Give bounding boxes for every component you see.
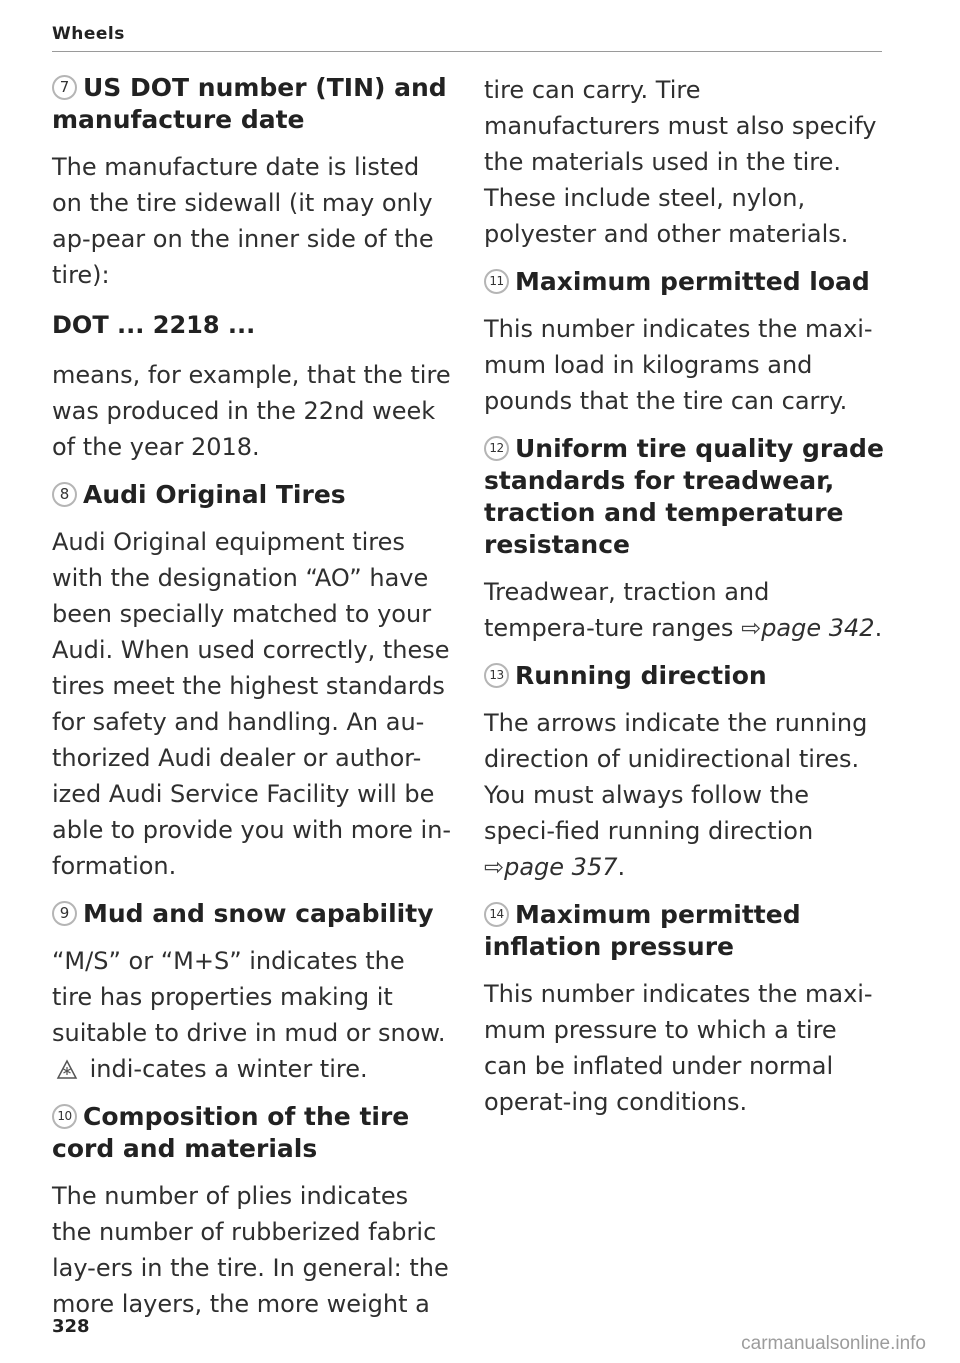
- page-reference-link[interactable]: page 342: [761, 614, 875, 642]
- arrow-right-icon: ⇨: [484, 853, 505, 881]
- section-7-paragraph-2: means, for example, that the tire was produced in the 22nd week of the year 2018.: [52, 361, 451, 461]
- section-number-badge: 8: [52, 482, 77, 507]
- arrow-right-icon: ⇨: [741, 614, 762, 642]
- section-13-text: The arrows indicate the running direction of unidirectional tires. You must always follow the speci-fied running direction: [484, 709, 868, 845]
- section-11-heading: [484, 266, 884, 298]
- section-7-title: US DOT number (TIN) and manufacture date: [52, 73, 447, 134]
- section-10-paragraph: The number of plies indicates the number of rubberized fabric lay-ers in the tire. In general: the more layers, the more weight a: [52, 1182, 449, 1318]
- section-14-heading: [484, 899, 884, 963]
- page-reference-link[interactable]: page 357: [504, 853, 618, 881]
- section-11-title: Maximum permitted load: [515, 267, 870, 296]
- watermark: carmanualsonline.info: [741, 1333, 926, 1354]
- section-9-title: Mud and snow capability: [83, 899, 434, 928]
- left-column: [52, 72, 452, 1322]
- dot-code-example: DOT ... 2218 ...: [52, 311, 256, 339]
- section-13-heading: [484, 660, 884, 692]
- section-12-text: Treadwear, traction and tempera-ture ranges: [484, 578, 770, 642]
- right-column: [484, 72, 884, 1120]
- section-number-badge: 13: [484, 663, 509, 688]
- section-14-title: Maximum permitted inflation pressure: [484, 900, 801, 961]
- section-number-badge: 12: [484, 436, 509, 461]
- running-header: Wheels: [52, 24, 125, 44]
- section-13-title: Running direction: [515, 661, 767, 690]
- section-8-heading: [52, 479, 452, 511]
- section-number-badge: 7: [52, 75, 77, 100]
- section-14-paragraph: This number indicates the maxi-mum pressure to which a tire can be inflated under normal operat-ing conditions.: [484, 980, 873, 1116]
- section-12-heading: [484, 433, 884, 561]
- section-10-heading: [52, 1101, 452, 1165]
- section-number-badge: 14: [484, 902, 509, 927]
- sentence-end: .: [874, 614, 883, 642]
- sentence-end: .: [617, 853, 626, 881]
- section-7-heading: [52, 72, 452, 136]
- section-number-badge: 9: [52, 901, 77, 926]
- section-12-paragraph: [484, 574, 884, 646]
- section-10-title: Composition of the tire cord and materials: [52, 1102, 410, 1163]
- section-9-text-b: indi-cates a winter tire.: [89, 1055, 368, 1083]
- section-7-paragraph-1: The manufacture date is listed on the tire sidewall (it may only ap-pear on the inner side of the tire):: [52, 153, 434, 289]
- section-9-paragraph: [52, 943, 452, 1087]
- section-9-heading: [52, 898, 452, 930]
- section-11-paragraph: This number indicates the maxi-mum load in kilograms and pounds that the tire can carry.: [484, 315, 873, 415]
- section-8-paragraph: Audi Original equipment tires with the designation “AO” have been specially matched to your Audi. When used correctly, these tires meet the highest standards for safety and handling. An au-thorized Audi dealer or author-ized Audi Service Facility will be able to provide you with more in-formation.: [52, 528, 452, 880]
- header-divider: [52, 51, 882, 52]
- snowflake-mountain-icon: [56, 1058, 78, 1080]
- section-8-title: Audi Original Tires: [83, 480, 346, 509]
- section-9-text-a: “M/S” or “M+S” indicates the tire has properties making it suitable to drive in mud or snow.: [52, 947, 446, 1047]
- section-10-continuation: tire can carry. Tire manufacturers must also specify the materials used in the tire. These include steel, nylon, polyester and other materials.: [484, 76, 877, 248]
- section-number-badge: 10: [52, 1104, 77, 1129]
- page-number: 328: [52, 1316, 90, 1337]
- section-13-paragraph: [484, 705, 884, 885]
- section-12-title: Uniform tire quality grade standards for treadwear, traction and temperature resistance: [484, 434, 884, 559]
- section-number-badge: 11: [484, 269, 509, 294]
